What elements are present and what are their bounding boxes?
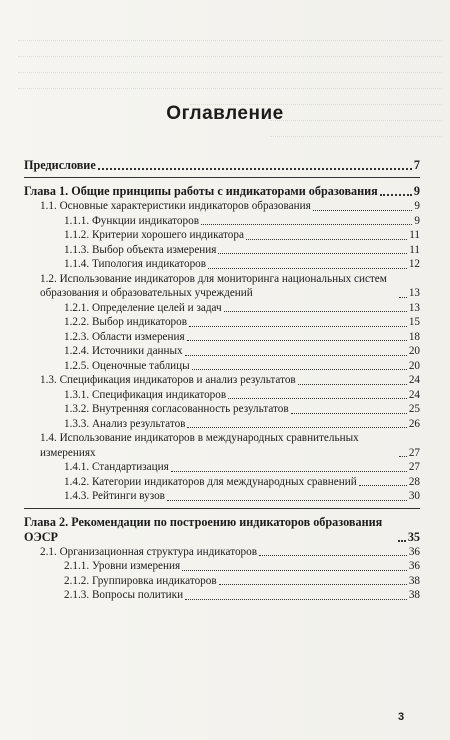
toc-entry-page: 25 <box>408 403 420 415</box>
toc-leader-dots <box>399 297 407 298</box>
toc-leader-dots <box>380 194 412 196</box>
toc-entry <box>24 460 420 475</box>
toc-entry <box>24 489 420 504</box>
toc-entry-title: 2.1.1. Уровни измерения <box>64 560 181 572</box>
toc-entry-title: 1.3.2. Внутренняя согласованность результатов <box>64 403 289 415</box>
toc-leader-dots <box>398 540 406 542</box>
toc-entry <box>24 431 420 460</box>
toc-entry-page: 11 <box>409 229 420 241</box>
toc-entry <box>24 417 420 432</box>
toc-entry-title: 1.3.3. Анализ результатов <box>64 417 186 430</box>
toc-entry-title: 2.1.2. Группировка индикаторов <box>64 574 217 587</box>
toc-entry-page: 20 <box>408 345 420 357</box>
toc-entry-page: 28 <box>408 475 420 488</box>
toc-entry-page: 38 <box>408 589 420 601</box>
toc-leader-dots <box>185 599 407 600</box>
toc-entry-title: 1.3. Спецификация индикаторов и анализ результатов <box>40 374 296 386</box>
toc-entry-page: 9 <box>413 184 420 198</box>
toc-entry-page: 9 <box>414 200 420 212</box>
toc-entry <box>24 158 420 173</box>
toc-entry <box>24 315 420 330</box>
toc-entry-page: 38 <box>408 574 420 587</box>
toc-entry-title: 1.1.3. Выбор объекта измерения <box>64 243 217 256</box>
ghost-line <box>18 30 442 41</box>
toc-entry-page: 15 <box>408 316 420 328</box>
toc-entry-page: 12 <box>408 258 420 270</box>
toc-entry-page: 13 <box>408 301 420 314</box>
toc-entry-title: 1.4. Использование индикаторов в международных сравнительных измерениях <box>40 432 359 459</box>
toc-leader-dots <box>171 471 407 472</box>
toc-entry <box>24 301 420 316</box>
toc-entry <box>24 272 420 301</box>
toc-entry-title: Глава 1. Общие принципы работы с индикаторами образования <box>24 184 378 198</box>
toc-entry-title: Глава 2. Рекомендации по построению индикаторов образования ОЭСР <box>24 514 383 544</box>
section-divider <box>24 177 420 178</box>
toc-entry <box>24 388 420 403</box>
toc-entry <box>24 214 420 229</box>
toc-entry <box>24 344 420 359</box>
toc-leader-dots <box>224 311 407 312</box>
toc-entry-title: 1.1. Основные характеристики индикаторов образования <box>40 200 311 212</box>
toc-entry-title: Предисловие <box>24 158 96 172</box>
toc-leader-dots <box>201 224 412 225</box>
toc-entry-title: 1.2.3. Области измерения <box>64 330 185 343</box>
toc-entry <box>24 228 420 243</box>
toc-leader-dots <box>359 485 407 486</box>
page-number: 3 <box>398 711 405 723</box>
toc-entry-page: 7 <box>413 158 420 172</box>
toc-leader-dots <box>185 355 407 356</box>
toc-entry <box>24 330 420 345</box>
toc-leader-dots <box>399 456 407 457</box>
toc-entry <box>24 373 420 388</box>
toc-entry-title: 1.3.1. Спецификация индикаторов <box>64 388 227 401</box>
toc-entry <box>24 574 420 589</box>
toc-entry-title: 1.1.2. Критерии хорошего индикатора <box>64 229 244 241</box>
toc-leader-dots <box>291 413 407 414</box>
table-of-contents <box>24 158 420 603</box>
toc-entry-title: 1.1.4. Типология индикаторов <box>64 258 207 270</box>
toc-entry-title: 1.2. Использование индикаторов для мониторинга национальных систем образования и образовательных учреждений <box>40 272 387 299</box>
toc-entry-page: 20 <box>408 359 420 372</box>
toc-entry <box>24 257 420 272</box>
toc-entry <box>24 515 420 545</box>
toc-entry-title: 1.2.2. Выбор индикаторов <box>64 316 188 328</box>
toc-entry-title: 1.4.3. Рейтинги вузов <box>64 490 165 502</box>
toc-leader-dots <box>259 555 407 556</box>
toc-leader-dots <box>167 500 407 501</box>
toc-entry-title: 2.1. Организационная структура индикаторов <box>40 545 258 558</box>
toc-entry-page: 11 <box>409 243 420 256</box>
toc-leader-dots <box>298 384 407 385</box>
toc-entry-page: 27 <box>408 446 420 459</box>
toc-entry <box>24 402 420 417</box>
toc-leader-dots <box>189 326 407 327</box>
toc-leader-dots <box>313 210 413 211</box>
toc-entry-page: 24 <box>408 388 420 401</box>
toc-entry-page: 18 <box>408 330 420 343</box>
toc-leader-dots <box>187 427 406 428</box>
toc-entry-title: 1.4.1. Стандартизация <box>64 461 169 473</box>
toc-entry-title: 1.4.2. Категории индикаторов для международных сравнений <box>64 475 357 488</box>
toc-entry-page: 36 <box>408 545 420 558</box>
toc-entry <box>24 559 420 574</box>
toc-entry-page: 24 <box>408 374 420 386</box>
toc-entry-page: 9 <box>414 214 420 227</box>
toc-entry <box>24 545 420 560</box>
toc-entry <box>24 184 420 199</box>
toc-entry <box>24 359 420 374</box>
page-title: Оглавление <box>166 103 284 124</box>
toc-leader-dots <box>218 253 407 254</box>
bleed-through-texture <box>0 0 450 150</box>
section-divider <box>24 508 420 509</box>
ghost-line <box>18 62 442 73</box>
toc-entry-title: 1.2.5. Оценочные таблицы <box>64 359 190 372</box>
toc-leader-dots <box>208 268 407 269</box>
toc-entry <box>24 588 420 603</box>
toc-leader-dots <box>228 398 407 399</box>
toc-leader-dots <box>98 168 412 170</box>
toc-entry-page: 30 <box>408 490 420 502</box>
toc-leader-dots <box>187 340 407 341</box>
toc-entry <box>24 475 420 490</box>
toc-leader-dots <box>192 369 407 370</box>
toc-leader-dots <box>246 239 407 240</box>
toc-entry <box>24 199 420 214</box>
ghost-line <box>18 46 442 57</box>
toc-entry-page: 13 <box>408 287 420 299</box>
toc-entry-page: 27 <box>408 461 420 473</box>
toc-entry-title: 1.2.4. Источники данных <box>64 345 183 357</box>
toc-entry-title: 1.1.1. Функции индикаторов <box>64 214 199 227</box>
toc-entry-page: 36 <box>408 560 420 572</box>
ghost-line <box>18 78 442 89</box>
toc-entry-title: 2.1.3. Вопросы политики <box>64 589 184 601</box>
toc-entry-title: 1.2.1. Определение целей и задач <box>64 301 222 314</box>
toc-entry-page: 26 <box>408 417 420 430</box>
toc-leader-dots <box>182 570 407 571</box>
ghost-line <box>270 126 442 137</box>
toc-entry-page: 35 <box>407 529 420 544</box>
toc-entry <box>24 243 420 258</box>
toc-leader-dots <box>219 584 407 585</box>
